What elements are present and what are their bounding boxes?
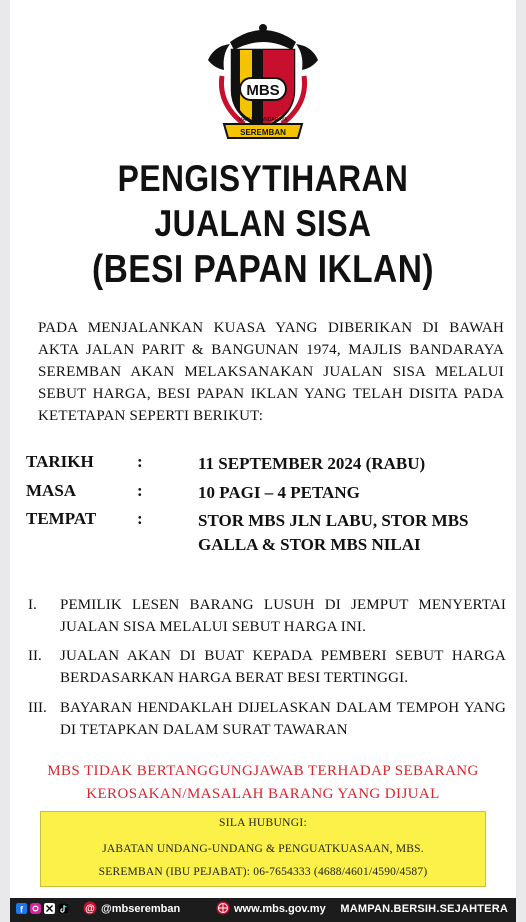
disclaimer <box>10 760 516 806</box>
footer-handle[interactable]: @mbseremban <box>101 903 181 915</box>
left-border <box>0 0 10 922</box>
contact-heading: SILA HUBUNGI: <box>219 817 307 829</box>
list-text: PEMILIK LESEN BARANG LUSUH DI JEMPUT MENYERTAI JUALAN SISA MELALUI SEBUT HARGA INI. <box>60 597 506 635</box>
tiktok-icon[interactable] <box>58 903 69 914</box>
list-text: BAYARAN HENDAKLAH DIJELASKAN DALAM TEMPOH YANG DI TETAPKAN DALAM SURAT TAWARAN <box>60 700 506 738</box>
detail-colon: : <box>137 509 143 528</box>
footer-slogan: MAMPAN.BERSIH.SEJAHTERA <box>340 903 508 915</box>
title-line-2: JUALAN SISA <box>154 203 372 244</box>
svg-text:@: @ <box>85 903 95 915</box>
disclaimer-line-2: KEROSAKAN/MASALAH BARANG YANG DIJUAL <box>86 786 440 802</box>
svg-text:SEREMBAN: SEREMBAN <box>240 128 286 137</box>
intro-paragraph: PADA MENJALANKAN KUASA YANG DIBERIKAN DI BAWAH AKTA JALAN PARIT & BANGUNAN 1974, MAJLIS BANDARAYA SEREMBAN AKAN MELAKSANAKAN JUALAN SISA MELALUI SEBUT HARGA, BESI PAPAN IKLAN YANG TELAH DISITA PADA KETETAPAN SEPERTI BERIKUT: <box>38 320 504 424</box>
detail-value: STOR MBS JLN LABU, STOR MBS GALLA & STOR MBS NILAI <box>198 511 469 554</box>
svg-text:MAJLIS BANDARAYA: MAJLIS BANDARAYA <box>238 117 288 123</box>
contact-box <box>40 811 486 887</box>
detail-colon: : <box>137 452 143 471</box>
detail-label: MASA <box>26 481 77 500</box>
title-line-3: (BESI PAPAN IKLAN) <box>92 248 434 291</box>
list-number: III. <box>28 700 47 716</box>
instagram-icon[interactable] <box>30 903 41 914</box>
svg-text:f: f <box>20 904 23 914</box>
notice-page <box>10 0 516 922</box>
detail-label: TARIKH <box>26 452 94 471</box>
list-text: JUALAN AKAN DI BUAT KEPADA PEMBERI SEBUT HARGA BERDASARKAN HARGA BERAT BESI TERTINGGI. <box>60 648 506 686</box>
globe-icon <box>216 901 230 915</box>
title-line-1: PENGISYTIHARAN <box>117 158 409 199</box>
x-icon[interactable] <box>44 903 55 914</box>
facebook-icon[interactable] <box>16 903 27 914</box>
detail-value: 10 PAGI – 4 PETANG <box>198 483 360 502</box>
footer-website[interactable]: www.mbs.gov.my <box>234 903 326 915</box>
detail-label: TEMPAT <box>26 509 97 528</box>
contact-department: JABATAN UNDANG-UNDANG & PENGUATKUASAAN, MBS. <box>102 843 424 855</box>
right-border <box>516 0 526 922</box>
list-number: II. <box>28 648 42 664</box>
detail-value: 11 SEPTEMBER 2024 (RABU) <box>198 454 426 473</box>
disclaimer-line-1: MBS TIDAK BERTANGGUNGJAWAB TERHADAP SEBARANG <box>47 763 479 779</box>
logo-text: MBS <box>246 82 280 99</box>
footer-bar <box>10 898 516 922</box>
mbs-logo <box>200 20 326 146</box>
at-icon <box>83 901 97 915</box>
contact-phone: SEREMBAN (IBU PEJABAT): 06-7654333 (4688/4601/4590/4587) <box>98 866 428 878</box>
detail-colon: : <box>137 481 143 500</box>
list-number: I. <box>28 597 37 613</box>
